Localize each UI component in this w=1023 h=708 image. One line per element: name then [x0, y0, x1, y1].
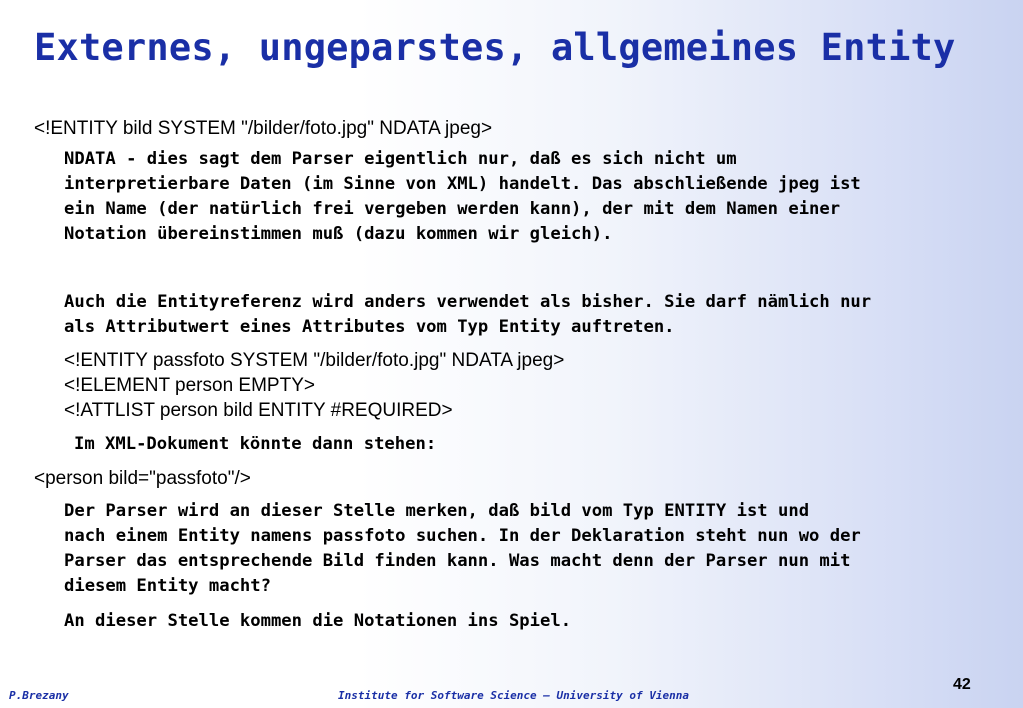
entity-declaration: <!ENTITY bild SYSTEM "/bilder/foto.jpg" NDATA jpeg> [34, 118, 493, 139]
code-line: <!ELEMENT person EMPTY> [64, 375, 315, 396]
text-line: diesem Entity macht? [64, 576, 271, 596]
footer-author: P.Brezany [9, 689, 69, 702]
page-number: 42 [953, 676, 971, 693]
ndata-explanation [34, 147, 994, 247]
notation-intro: An dieser Stelle kommen die Notationen ins Spiel. [64, 611, 572, 631]
text-line: Auch die Entityreferenz wird anders verwendet als bisher. Sie darf nämlich nur [64, 292, 872, 312]
code-line: <!ENTITY passfoto SYSTEM "/bilder/foto.jpg" NDATA jpeg> [64, 350, 565, 371]
text-line: Parser das entsprechende Bild finden kann. Was macht denn der Parser nun mit [64, 551, 851, 571]
text-line: Der Parser wird an dieser Stelle merken, daß bild vom Typ ENTITY ist und [64, 501, 810, 521]
text-line: ein Name (der natürlich frei vergeben werden kann), der mit dem Namen einer [64, 199, 841, 219]
entity-reference-explanation [34, 290, 994, 340]
xml-document-intro: Im XML-Dokument könnte dann stehen: [74, 434, 437, 454]
code-line: <!ATTLIST person bild ENTITY #REQUIRED> [64, 400, 453, 421]
text-line: nach einem Entity namens passfoto suchen. In der Deklaration steht nun wo der [64, 526, 861, 546]
text-line: NDATA - dies sagt dem Parser eigentlich nur, daß es sich nicht um [64, 149, 737, 169]
parser-explanation [34, 499, 994, 599]
text-line: interpretierbare Daten (im Sinne von XML) handelt. Das abschließende jpeg ist [64, 174, 861, 194]
slide-title: Externes, ungeparstes, allgemeines Entity [34, 26, 956, 69]
footer-institute: Institute for Software Science – University of Vienna [338, 689, 689, 702]
text-line: Notation übereinstimmen muß (dazu kommen wir gleich). [64, 224, 613, 244]
slide-content [34, 116, 994, 634]
text-line: als Attributwert eines Attributes vom Typ Entity auftreten. [64, 317, 675, 337]
person-element: <person bild="passfoto"/> [34, 468, 251, 489]
dtd-code-block [34, 348, 994, 423]
